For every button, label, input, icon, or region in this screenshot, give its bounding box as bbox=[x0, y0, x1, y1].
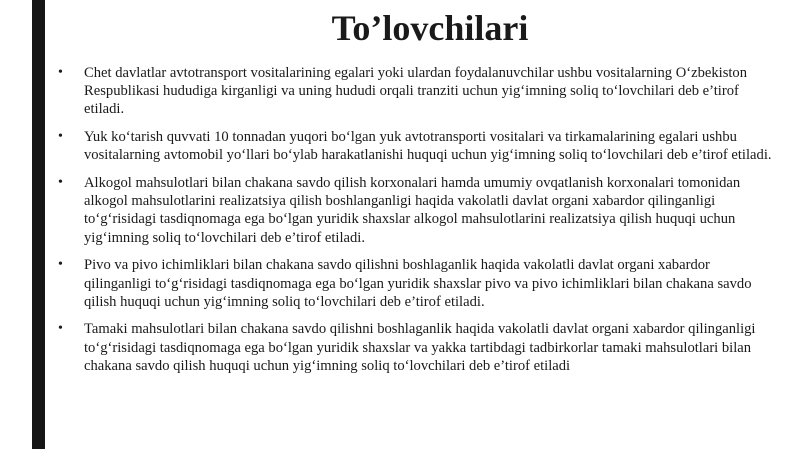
bullet-list bbox=[56, 64, 772, 385]
bullet-text: Tamaki mahsulotlari bilan chakana savdo qilishni boshlaganlik haqida vakolatli davlat organi xabardor qilinganligi to‘g‘risidagi tasdiqnomaga ega bo‘lgan yuridik shaxslar va yakka tartibdagi tadbirkorlar tamaki mahsulotlari bilan chakana savdo qilish huquqi uchun yig‘imning soliq to‘lovchilari deb e’tirof etiladi bbox=[84, 321, 756, 374]
bullet-dot-icon: • bbox=[58, 175, 63, 191]
bullet-text: Yuk ko‘tarish quvvati 10 tonnadan yuqori bo‘lgan yuk avtotransporti vositalari va tirkamalarining egalari ushbu vositalarning avtomobil yo‘llari bo‘ylab harakatlanishi huquqi uchun yig‘imning soliq to‘lovchilari deb e’tirof etiladi. bbox=[84, 129, 772, 164]
bullet-text: Alkogol mahsulotlari bilan chakana savdo qilish korxonalari hamda umumiy ovqatlanish korxonalari tomonidan alkogol mahsulotlarini realizatsiya qilish boshlanganligi haqida vakolatli davlat organi xabardor qilinganligi to‘g‘risidagi tasdiqnomaga ega bo‘lgan yuridik shaxslar alkogol mahsulotlarini realizatsiya qilish huquqi uchun yig‘imning soliq to‘lovchilari deb e’tirof etiladi. bbox=[84, 175, 741, 246]
bullet-dot-icon: • bbox=[58, 129, 63, 145]
bullet-dot-icon: • bbox=[58, 257, 63, 273]
bullet-item bbox=[56, 128, 772, 164]
bullet-dot-icon: • bbox=[58, 65, 63, 80]
bullet-text: Pivo va pivo ichimliklari bilan chakana savdo qilishni boshlaganlik haqida vakolatli davlat organi xabardor qilinganligi to‘g‘risidagi tasdiqnomaga ega bo‘lgan yuridik shaxslar pivo va pivo ichimliklari bilan chakana savdo qilish huquqi uchun yig‘imning soliq to‘lovchilari deb e’tirof etiladi. bbox=[84, 257, 752, 310]
left-accent-bar bbox=[32, 0, 45, 449]
bullet-item bbox=[56, 64, 772, 119]
bullet-item bbox=[56, 256, 772, 311]
bullet-text: Chet davlatlar avtotransport vositalarining egalari yoki ulardan foydalanuvchilar ushbu vositalarning O‘zbekiston Respublikasi hududiga kirganligi va uning hududi orqali tranziti uchun yig‘imning soliq to‘lovchilari deb e’tirof etiladi. bbox=[84, 65, 748, 118]
bullet-item bbox=[56, 320, 772, 375]
bullet-item bbox=[56, 174, 772, 247]
bullet-dot-icon: • bbox=[58, 321, 63, 337]
slide-title: To’lovchilari bbox=[331, 8, 529, 48]
